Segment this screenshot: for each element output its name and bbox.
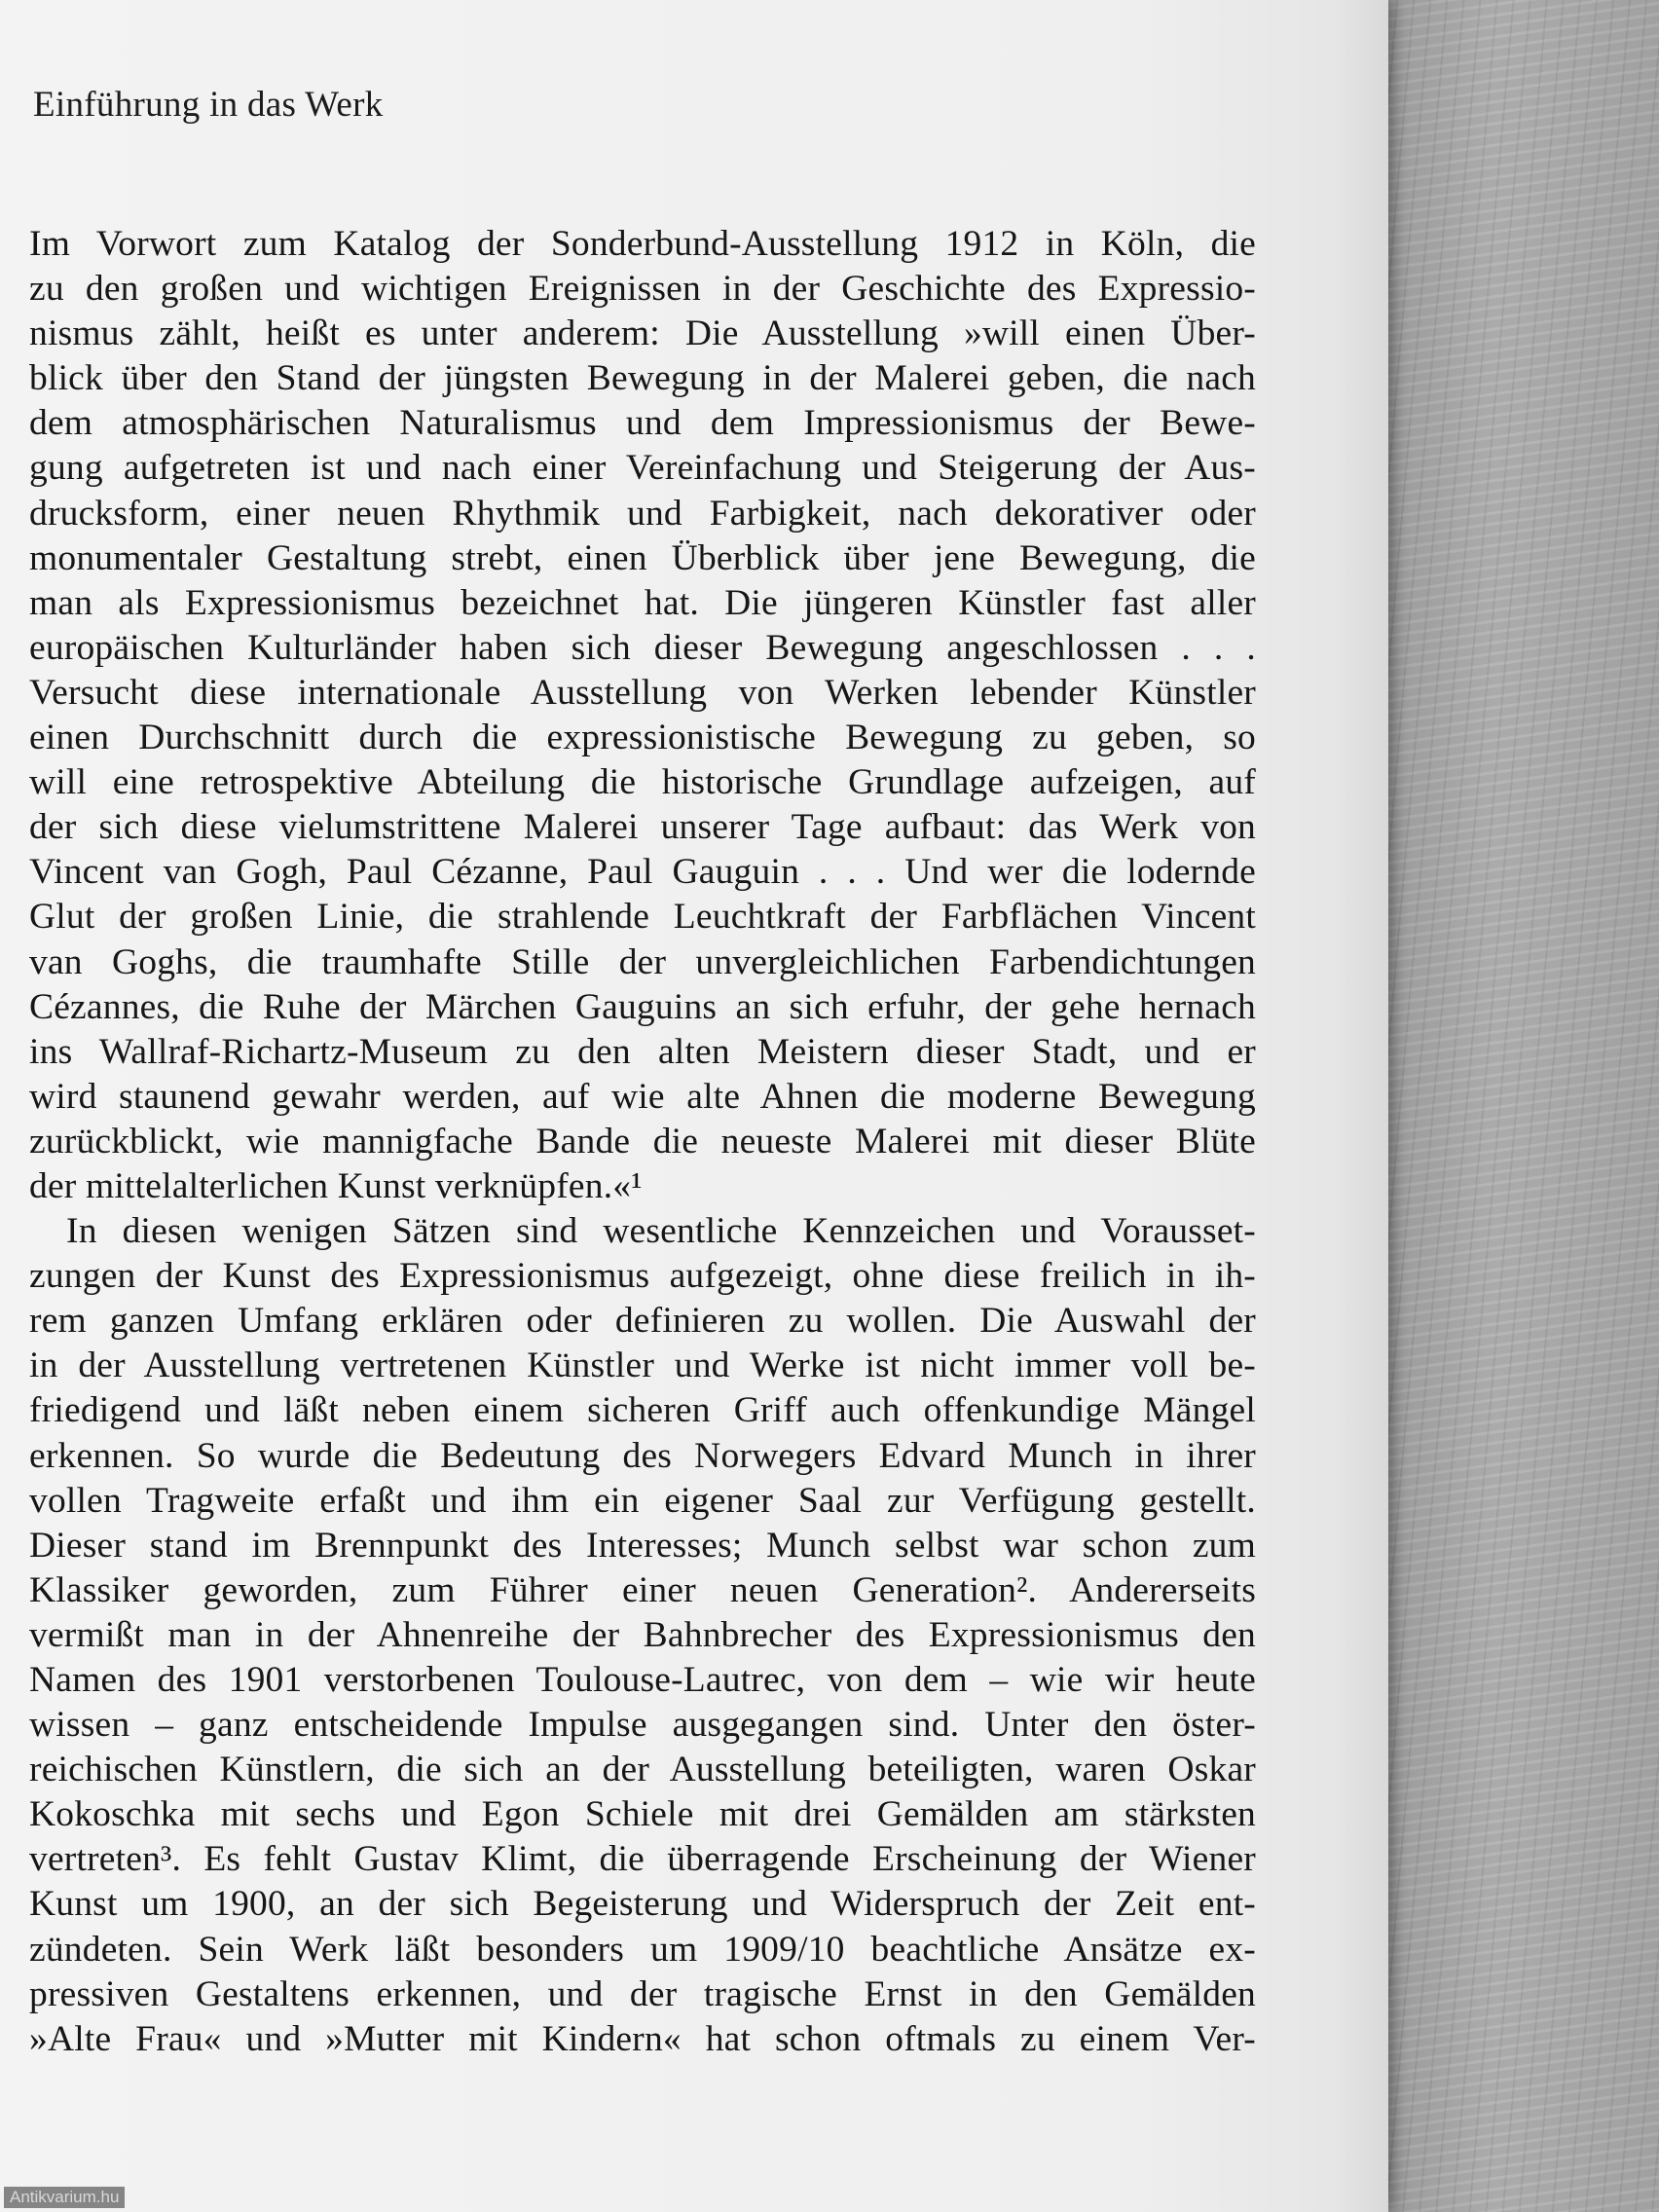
text-line: wissen – ganz entscheidende Impulse ausgegangen sind. Unter den öster- — [29, 1705, 1256, 1746]
text-line: einen Durchschnitt durch die expressionistische Bewegung zu geben, so — [29, 718, 1256, 758]
paragraph-1 — [29, 222, 1256, 1209]
text-line: gung aufgetreten ist und nach einer Vereinfachung und Steigerung der Aus- — [29, 448, 1256, 489]
text-line: zündeten. Sein Werk läßt besonders um 1909/10 beachtliche Ansätze ex- — [29, 1929, 1256, 1970]
text-line: europäischen Kulturländer haben sich dieser Bewegung angeschlossen . . . — [29, 627, 1256, 668]
text-line: Kunst um 1900, an der sich Begeisterung und Widerspruch der Zeit ent- — [29, 1884, 1256, 1925]
text-line: friedigend und läßt neben einem sicheren Griff auch offenkundige Mängel — [29, 1390, 1256, 1431]
text-line: will eine retrospektive Abteilung die historische Grundlage aufzeigen, auf — [29, 762, 1256, 803]
text-line: In diesen wenigen Sätzen sind wesentliche Kennzeichen und Vorausset- — [66, 1211, 1256, 1252]
text-line: Im Vorwort zum Katalog der Sonderbund-Ausstellung 1912 in Köln, die — [29, 224, 1256, 264]
text-line: Namen des 1901 verstorbenen Toulouse-Lautrec, von dem – wie wir heute — [29, 1660, 1256, 1700]
text-line: der mittelalterlichen Kunst verknüpfen.«¹ — [29, 1165, 643, 1206]
text-line: Vincent van Gogh, Paul Cézanne, Paul Gauguin . . . Und wer die lodernde — [29, 852, 1256, 893]
text-line: zurückblickt, wie mannigfache Bande die neueste Malerei mit dieser Blüte — [29, 1121, 1256, 1161]
body-text — [29, 222, 1256, 2062]
text-line: vertreten³. Es fehlt Gustav Klimt, die überragende Erscheinung der Wiener — [29, 1839, 1256, 1880]
paragraph-2 — [29, 1209, 1256, 2062]
text-line: in der Ausstellung vertretenen Künstler und Werke ist nicht immer voll be- — [29, 1346, 1256, 1386]
text-line: drucksform, einer neuen Rhythmik und Farbigkeit, nach dekorativer oder — [29, 493, 1256, 534]
text-line: wird staunend gewahr werden, auf wie alte Ahnen die moderne Bewegung — [29, 1076, 1256, 1117]
text-line: Klassiker geworden, zum Führer einer neuen Generation². Andererseits — [29, 1569, 1256, 1610]
text-line: blick über den Stand der jüngsten Bewegung in der Malerei geben, die nach — [29, 358, 1256, 399]
text-line: rem ganzen Umfang erklären oder definieren zu wollen. Die Auswahl der — [29, 1301, 1256, 1342]
text-line: vollen Tragweite erfaßt und ihm ein eigener Saal zur Verfügung gestellt. — [29, 1480, 1256, 1521]
text-line: monumentaler Gestaltung strebt, einen Überblick über jene Bewegung, die — [29, 537, 1256, 578]
page-heading: Einführung in das Werk — [33, 85, 384, 125]
text-line: nismus zählt, heißt es unter anderem: Die Ausstellung »will einen Über- — [29, 313, 1256, 354]
text-line: Versucht diese internationale Ausstellung von Werken lebender Künstler — [29, 672, 1256, 713]
background-surface — [1363, 0, 1659, 2212]
text-line: van Goghs, die traumhafte Stille der unvergleichlichen Farbendichtungen — [29, 941, 1256, 982]
text-line: pressiven Gestaltens erkennen, und der tragische Ernst in den Gemälden — [29, 1973, 1256, 2014]
text-line: der sich diese vielumstrittene Malerei unserer Tage aufbaut: das Werk von — [29, 807, 1256, 848]
text-line: zu den großen und wichtigen Ereignissen in der Geschichte des Expressio- — [29, 269, 1256, 310]
text-line: Dieser stand im Brennpunkt des Interesses; Munch selbst war schon zum — [29, 1525, 1256, 1566]
text-line: erkennen. So wurde die Bedeutung des Norwegers Edvard Munch in ihrer — [29, 1435, 1256, 1476]
text-line: »Alte Frau« und »Mutter mit Kindern« hat schon oftmals zu einem Ver- — [29, 2018, 1256, 2059]
text-line: reichischen Künstlern, die sich an der Ausstellung beteiligten, waren Oskar — [29, 1750, 1256, 1790]
watermark: Antikvarium.hu — [4, 2187, 125, 2208]
text-line: Cézannes, die Ruhe der Märchen Gauguins an sich erfuhr, der gehe hernach — [29, 986, 1256, 1027]
text-line: dem atmosphärischen Naturalismus und dem Impressionismus der Bewe- — [29, 403, 1256, 444]
text-line: ins Wallraf-Richartz-Museum zu den alten Meistern dieser Stadt, und er — [29, 1031, 1256, 1072]
text-line: Glut der großen Linie, die strahlende Leuchtkraft der Farbflächen Vincent — [29, 897, 1256, 938]
text-line: man als Expressionismus bezeichnet hat. Die jüngeren Künstler fast aller — [29, 582, 1256, 623]
text-line: Kokoschka mit sechs und Egon Schiele mit drei Gemälden am stärksten — [29, 1794, 1256, 1835]
text-line: vermißt man in der Ahnenreihe der Bahnbrecher des Expressionismus den — [29, 1614, 1256, 1655]
text-line: zungen der Kunst des Expressionismus aufgezeigt, ohne diese freilich in ih- — [29, 1256, 1256, 1297]
